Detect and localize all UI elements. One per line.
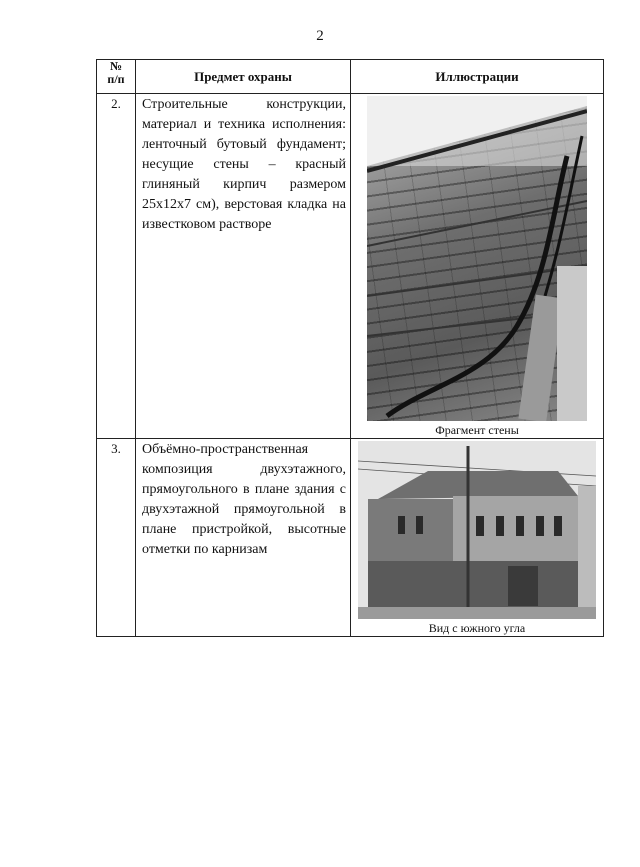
building-photo bbox=[358, 441, 596, 619]
header-number bbox=[97, 60, 136, 94]
table-row bbox=[97, 94, 604, 439]
caption-south-corner: Вид с южного угла bbox=[428, 621, 526, 635]
row-illustration bbox=[351, 439, 604, 637]
page-number: 2 bbox=[316, 28, 324, 44]
row-subject-text: Объёмно-пространственная композиция двухэтажного, прямоугольного в плане здания с двухэтажной прямоугольной в плане пристройкой, высотные отметки по карнизам bbox=[142, 442, 346, 557]
header-subject: Предмет охраны bbox=[136, 60, 351, 94]
caption-wall-fragment: Фрагмент стены bbox=[435, 423, 519, 437]
wall-photo-drawing bbox=[367, 96, 587, 421]
table-header-row bbox=[97, 60, 604, 94]
header-illustrations: Иллюстрации bbox=[351, 60, 604, 94]
header-number-line1: № bbox=[109, 59, 123, 73]
row-subject bbox=[136, 94, 351, 439]
row-subject-text: Строительные конструкции, материал и техника исполнения: ленточный бутовый фундамент; несущие стены – красный глиняный кирпич размером 25х12х7 см), верстовая кладка на известковом растворе bbox=[142, 97, 346, 232]
header-number-line2: п/п bbox=[107, 72, 125, 86]
protection-table bbox=[96, 59, 604, 637]
row-number: 2. bbox=[97, 94, 136, 439]
wall-fragment-photo bbox=[367, 96, 587, 421]
row-subject bbox=[136, 439, 351, 637]
table-row bbox=[97, 439, 604, 637]
row-illustration bbox=[351, 94, 604, 439]
building-photo-drawing bbox=[358, 441, 596, 619]
row-number: 3. bbox=[97, 439, 136, 637]
